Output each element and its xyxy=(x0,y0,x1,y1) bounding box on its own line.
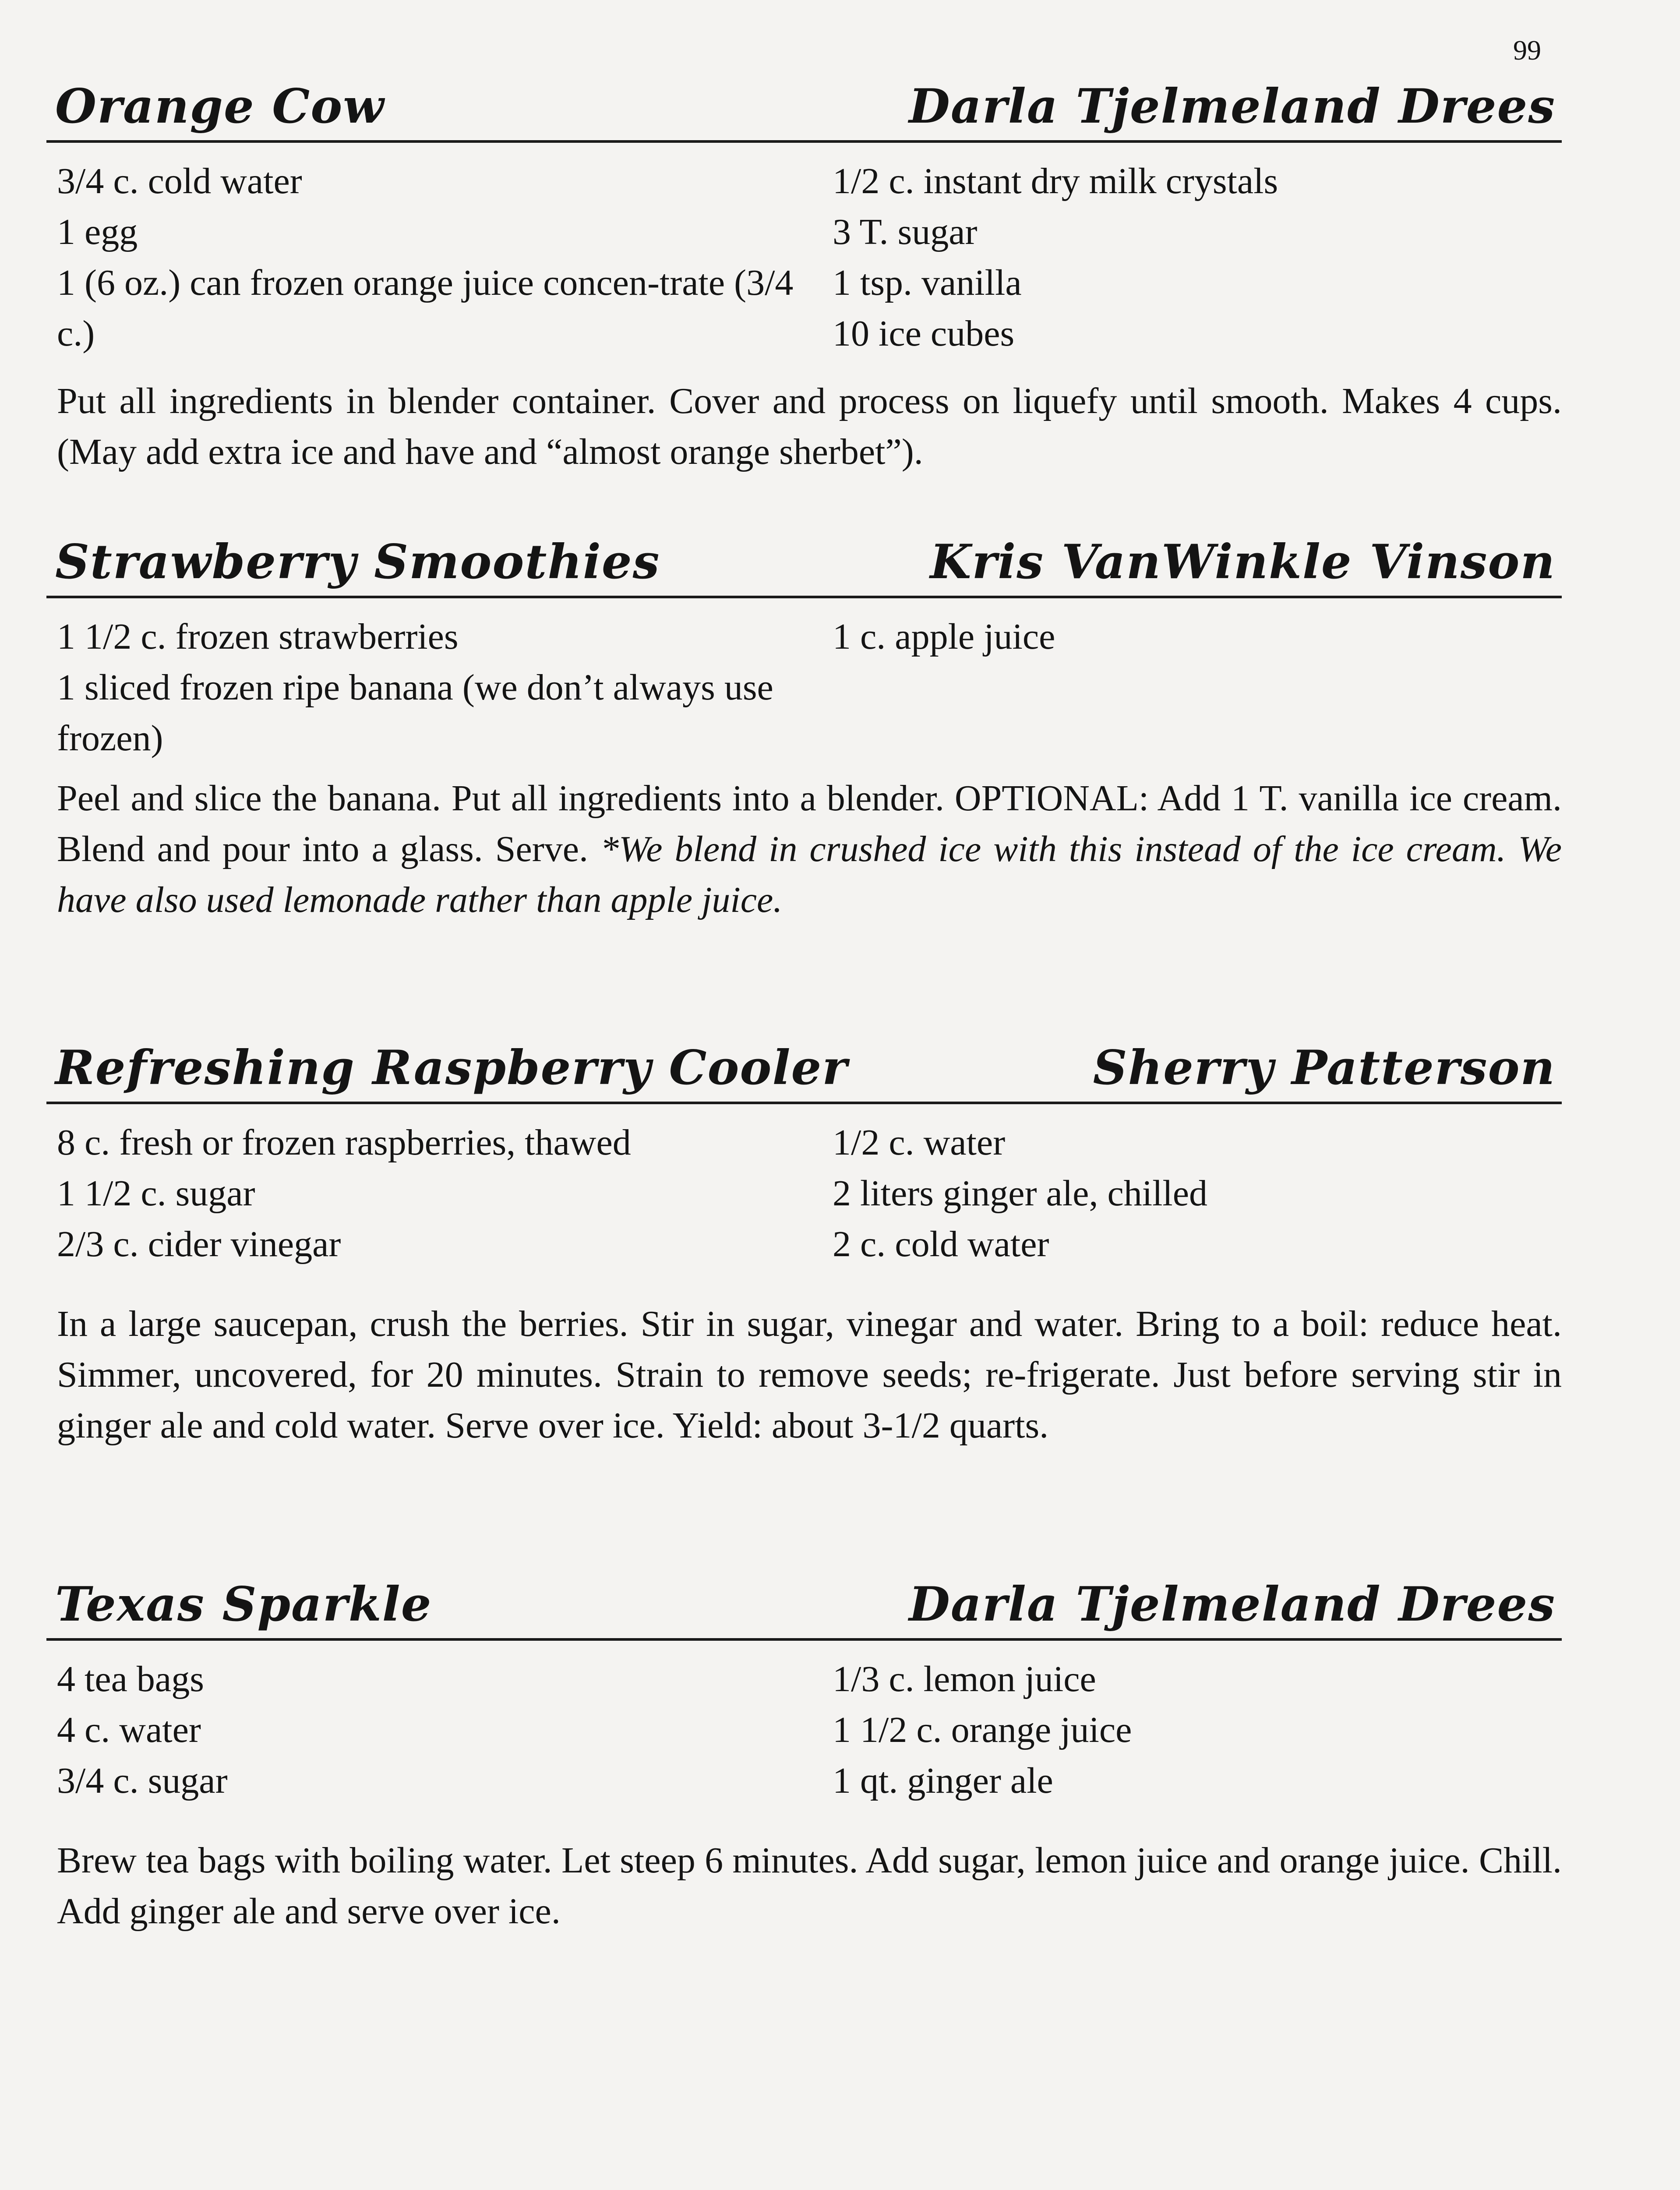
ingredient: 3 T. sugar xyxy=(833,212,978,252)
ingredient: 1/2 c. instant dry milk crystals xyxy=(833,161,1278,201)
recipe-strawberry-smoothies xyxy=(46,530,1562,920)
ingredients-left-column xyxy=(57,156,810,359)
ingredient: 4 c. water xyxy=(57,1710,201,1750)
ingredients xyxy=(46,156,1562,366)
recipe-author: Darla Tjelmeland Drees xyxy=(909,79,1556,134)
directions-text: In a large saucepan, crush the berries. Stir in sugar, vinegar and water. Bring to a boil: reduce heat. Simmer, uncovered, for 20 minutes. Strain to remove seeds; re-frigerate. Just before serving stir in ginger ale and cold water. Serve over ice. Yield: about 3-1/2 quarts. xyxy=(57,1303,1562,1446)
ingredient: 3/4 c. cold water xyxy=(57,161,302,201)
recipe-title: Texas Sparkle xyxy=(55,1577,432,1632)
ingredient: 1 1/2 c. sugar xyxy=(57,1173,255,1214)
recipe-header xyxy=(46,74,1562,143)
recipe-texas-sparkle xyxy=(46,1572,1562,1932)
ingredient: 2/3 c. cider vinegar xyxy=(57,1224,341,1265)
directions xyxy=(57,1299,1562,1451)
ingredients xyxy=(46,1117,1562,1275)
recipe-orange-cow xyxy=(46,74,1562,472)
recipe-title: Orange Cow xyxy=(55,79,385,134)
recipe-header xyxy=(46,1572,1562,1641)
recipe-author: Kris VanWinkle Vinson xyxy=(930,534,1556,590)
ingredients xyxy=(46,1654,1562,1812)
directions xyxy=(57,773,1562,925)
ingredient: 1 sliced frozen ripe banana (we don’t always use frozen) xyxy=(57,667,773,759)
ingredients-right-column xyxy=(833,1654,1551,1806)
ingredient: 1 tsp. vanilla xyxy=(833,262,1022,303)
recipe-author: Sherry Patterson xyxy=(1093,1040,1556,1095)
directions xyxy=(57,1835,1562,1937)
ingredients xyxy=(46,611,1562,769)
directions-text: Brew tea bags with boiling water. Let steep 6 minutes. Add sugar, lemon juice and orange juice. Chill. Add ginger ale and serve over ice. xyxy=(57,1840,1562,1932)
ingredient: 8 c. fresh or frozen raspberries, thawed xyxy=(57,1122,631,1163)
ingredient: 1 (6 oz.) can frozen orange juice concen-trate (3/4 c.) xyxy=(57,262,794,354)
recipe-title: Refreshing Raspberry Cooler xyxy=(55,1040,848,1095)
ingredients-left-column xyxy=(57,1654,810,1806)
ingredient: 10 ice cubes xyxy=(833,313,1015,354)
ingredient: 3/4 c. sugar xyxy=(57,1760,228,1801)
ingredients-left-column xyxy=(57,1117,810,1270)
ingredient: 1 1/2 c. orange juice xyxy=(833,1710,1132,1750)
ingredient: 4 tea bags xyxy=(57,1659,204,1699)
ingredient: 1/3 c. lemon juice xyxy=(833,1659,1096,1699)
ingredient: 2 liters ginger ale, chilled xyxy=(833,1173,1208,1214)
ingredient: 1 c. apple juice xyxy=(833,616,1055,657)
recipe-author: Darla Tjelmeland Drees xyxy=(909,1577,1556,1632)
ingredient: 1 qt. ginger ale xyxy=(833,1760,1053,1801)
recipe-header xyxy=(46,530,1562,598)
ingredient: 1 egg xyxy=(57,212,138,252)
recipe-title: Strawberry Smoothies xyxy=(55,534,660,590)
ingredients-right-column xyxy=(833,611,1551,662)
ingredient: 1 1/2 c. frozen strawberries xyxy=(57,616,459,657)
ingredients-right-column xyxy=(833,156,1551,359)
ingredient: 1/2 c. water xyxy=(833,1122,1006,1163)
directions-text: Put all ingredients in blender container. Cover and process on liquefy until smooth. Makes 4 cups. (May add extra ice and have and “almost orange sherbet”). xyxy=(57,381,1562,472)
ingredient: 2 c. cold water xyxy=(833,1224,1049,1265)
recipe-header xyxy=(46,1036,1562,1104)
page-number: 99 xyxy=(1513,35,1541,66)
recipe-refreshing-raspberry-cooler xyxy=(46,1036,1562,1446)
directions xyxy=(57,376,1562,477)
directions-text: Peel and slice the banana. Put all ingredients into a blender. OPTIONAL: Add 1 T. vanilla ice cream. Blend and pour into a glass. Serve. xyxy=(57,778,1562,869)
ingredients-left-column xyxy=(57,611,810,764)
ingredients-right-column xyxy=(833,1117,1551,1270)
directions-note: *We blend in crushed ice with this instead of the ice cream. We have also used lemonade rather than apple juice. xyxy=(57,829,1562,920)
